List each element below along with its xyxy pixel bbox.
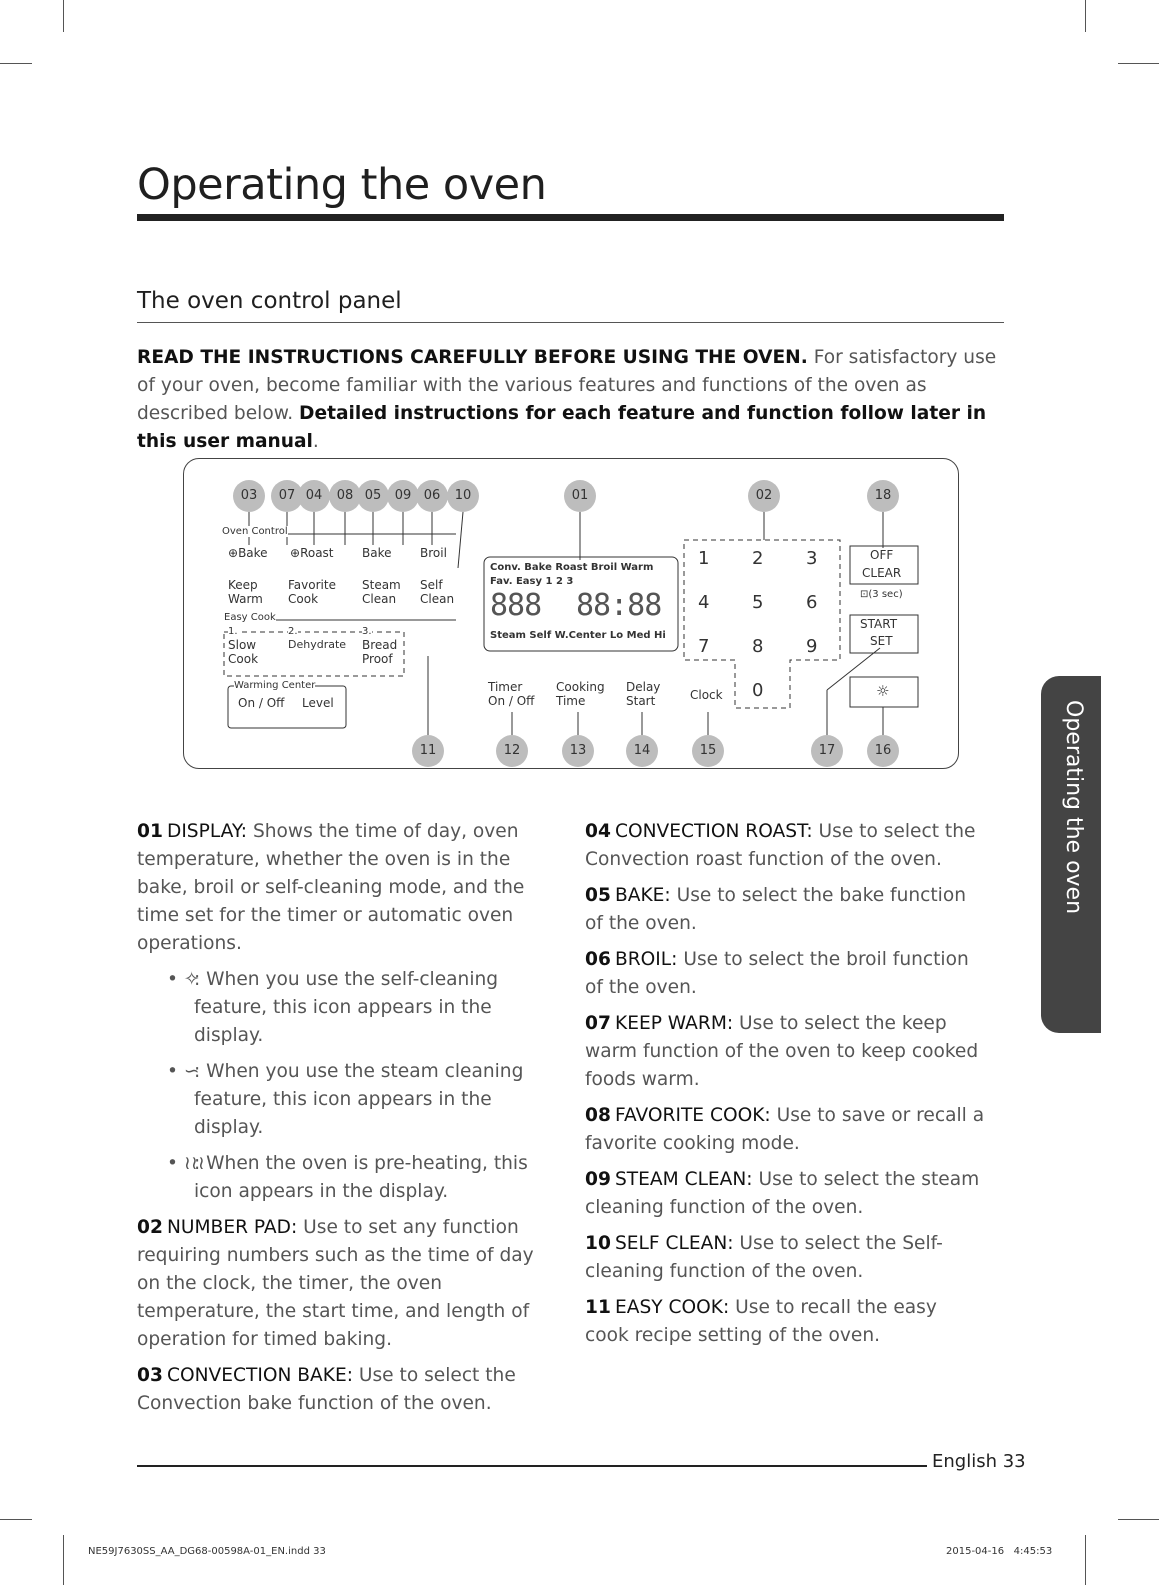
display-status-row: Steam Self W.Center Lo Med Hi [490,630,666,641]
feature-number: 03 [137,1365,163,1386]
callout-03: 03 [233,480,265,512]
cook-label: Cook [288,592,319,606]
key-9[interactable]: 9 [806,636,818,657]
icon-bullet [137,966,537,1050]
callout-14: 14 [626,735,658,767]
feature-text: Use to select the Self-cleaning function of the oven. [585,1233,943,1282]
feature-item [585,1010,985,1094]
feature-label: CONVECTION ROAST: [615,821,813,842]
steam-clean-icon: • ∽ [167,1061,200,1082]
feature-label: EASY COOK: [615,1297,730,1318]
footer-rule [137,1465,927,1467]
key-8[interactable]: 8 [752,636,764,657]
warming-on-off-button[interactable]: On / Off [238,696,285,710]
page-title: Operating the oven [137,160,547,210]
page-number: English 33 [932,1451,1026,1472]
feature-item [585,1230,985,1286]
cook-label: Cook [228,652,259,666]
feature-number: 07 [585,1013,611,1034]
feature-list-left [137,818,537,1426]
section-title: The oven control panel [137,288,402,314]
callout-17: 17 [811,735,843,767]
feature-text: Use to select the Convection bake function of the oven. [137,1365,516,1414]
callout-18: 18 [867,480,899,512]
off-label[interactable]: OFF [870,548,894,562]
broil-button[interactable]: Broil [420,546,447,560]
lock-hint-text: (3 sec) [868,589,903,600]
timer-label: Timer [488,680,523,694]
feature-number: 01 [137,821,163,842]
roast-button[interactable] [290,546,334,560]
print-date: 2015-04-16 4:45:53 [946,1546,1053,1557]
intro-bold-lead: READ THE INSTRUCTIONS CAREFULLY BEFORE USING THE OVEN. [137,347,808,368]
callout-08: 08 [329,480,361,512]
feature-item [585,946,985,1002]
callout-01: 01 [564,480,596,512]
feature-label: SELF CLEAN: [615,1233,734,1254]
warming-level-button[interactable]: Level [302,696,334,710]
feature-text: Use to recall the easy cook recipe setting of the oven. [585,1297,937,1346]
feature-label: FAVORITE COOK: [615,1105,771,1126]
steam-clean-button[interactable] [362,578,401,606]
feature-label: NUMBER PAD: [167,1217,298,1238]
callout-12: 12 [496,735,528,767]
feature-label: BAKE: [615,885,671,906]
set-label[interactable]: SET [870,634,893,648]
clock-button[interactable]: Clock [690,688,723,702]
intro-bold-tail: Detailed instructions for each feature and function follow later in this user manual [137,403,987,452]
keep-warm-button[interactable] [228,578,263,606]
feature-number: 10 [585,1233,611,1254]
preheat-icon: • ≀≀≀ [167,1153,205,1174]
feature-text: Use to save or recall a favorite cooking mode. [585,1105,985,1154]
bread-proof-button[interactable] [362,638,397,666]
key-5[interactable]: 5 [752,592,764,613]
callout-11: 11 [412,735,444,767]
on-off-label: On / Off [488,694,535,708]
delay-label: Delay [626,680,661,694]
feature-item [585,818,985,874]
bullet-text: : When the oven is pre-heating, this icon appears in the display. [194,1153,528,1202]
feature-label: DISPLAY: [167,821,248,842]
lock-hint [860,589,903,600]
cooking-label: Cooking [556,680,605,694]
callout-02: 02 [748,480,780,512]
feature-list-right [585,818,985,1358]
feature-label: BROIL: [615,949,678,970]
intro-text: For satisfactory use of your oven, become familiar with the various features and functions of the oven as described below. [137,347,997,424]
display-time-digits: 88:88 [576,588,662,623]
cooking-time-button[interactable] [556,680,605,708]
easy-cook-label: Easy Cook [224,612,276,623]
steam-label: Steam [362,578,401,592]
start-label: Start [626,694,656,708]
start-label[interactable]: START [860,617,898,631]
feature-text: Use to select the Convection roast function of the oven. [585,821,976,870]
easy-cook-3-label: 3. [362,626,372,637]
feature-number: 11 [585,1297,611,1318]
intro-end: . [312,431,319,452]
feature-label: CONVECTION BAKE: [167,1365,353,1386]
feature-number: 05 [585,885,611,906]
feature-number: 09 [585,1169,611,1190]
favorite-cook-button[interactable] [288,578,336,606]
bullet-text: : When you use the self-cleaning feature, this icon appears in the display. [194,969,499,1046]
feature-text: Use to set any function requiring numbers such as the time of day on the clock, the timer, the oven temperature, the start time, and length of operation for timed baking. [137,1217,534,1350]
feature-item [137,818,537,958]
callout-13: 13 [562,735,594,767]
clean-label: Clean [420,592,455,606]
easy-cook-2-label: 2. [288,626,298,637]
easy-cook-1-label: 1. [228,626,238,637]
callout-04: 04 [298,480,330,512]
timer-on-off-button[interactable] [488,680,534,708]
sparkle-icon: • ✧ [167,969,200,990]
light-icon[interactable]: ☼ [876,682,890,700]
warming-center-label: Warming Center [234,680,316,691]
slow-cook-button[interactable] [228,638,258,666]
key-2[interactable]: 2 [752,548,764,569]
feature-text: Use to select the steam cleaning function of the oven. [585,1169,980,1218]
callout-07: 07 [271,480,303,512]
display-mode-row: Conv. Bake Roast Broil Warm [490,562,654,573]
display-temp-digits: 888 [490,588,542,623]
dehydrate-button[interactable]: Dehydrate [288,638,347,651]
chapter-side-tab [1041,676,1101,1033]
oven-control-label: Oven Control [222,526,288,537]
feature-number: 04 [585,821,611,842]
print-slug: NE59J7630SS_AA_DG68-00598A-01_EN.indd 33 [88,1546,326,1557]
feature-item [585,1166,985,1222]
key-3[interactable]: 3 [806,548,818,569]
warm-label: Warm [228,592,263,606]
callout-15: 15 [692,735,724,767]
feature-item [585,1294,985,1350]
lock-icon: ⊡ [860,589,869,600]
proof-label: Proof [362,652,393,666]
feature-number: 06 [585,949,611,970]
callout-16: 16 [867,735,899,767]
key-4[interactable]: 4 [698,592,710,613]
feature-label: KEEP WARM: [615,1013,734,1034]
key-1[interactable]: 1 [698,548,710,569]
key-7[interactable]: 7 [698,636,710,657]
feature-item [585,882,985,938]
slow-label: Slow [228,638,257,652]
feature-label: STEAM CLEAN: [615,1169,753,1190]
icon-bullet [137,1058,537,1142]
feature-text: Use to select the bake function of the oven. [585,885,967,934]
self-clean-button[interactable] [420,578,454,606]
favorite-label: Favorite [288,578,336,592]
callout-09: 09 [387,480,419,512]
callout-06: 06 [416,480,448,512]
bake-conv-button[interactable] [228,546,268,560]
icon-bullet [137,1150,537,1206]
key-0[interactable]: 0 [752,680,764,701]
feature-item [137,1362,537,1418]
display-fav-row: Fav. Easy 1 2 3 [490,576,574,587]
delay-start-button[interactable] [626,680,660,708]
convection-icon: ⊕ [228,546,239,560]
convection-icon: ⊕ [290,546,301,560]
clear-label[interactable]: CLEAR [862,566,902,580]
feature-number: 08 [585,1105,611,1126]
callout-10: 10 [447,480,479,512]
self-label: Self [420,578,443,592]
feature-number: 02 [137,1217,163,1238]
feature-text: Use to select the keep warm function of the oven to keep cooked foods warm. [585,1013,979,1090]
conv-bake-label: Bake [238,546,268,560]
feature-item [585,1102,985,1158]
clean-label: Clean [362,592,397,606]
time-label: Time [556,694,586,708]
feature-item [137,1214,537,1354]
bake-button[interactable]: Bake [362,546,392,560]
keep-label: Keep [228,578,258,592]
key-6[interactable]: 6 [806,592,818,613]
bread-label: Bread [362,638,398,652]
bullet-text: : When you use the steam cleaning feature, this icon appears in the display. [194,1061,524,1138]
roast-label: Roast [300,546,334,560]
chapter-side-tab-label: Operating the oven [1061,700,1086,915]
feature-text: Use to select the broil function of the oven. [585,949,969,998]
feature-text: Shows the time of day, oven temperature, whether the oven is in the bake, broil or self-cleaning mode, and the time set for the timer or automatic oven operations. [137,821,525,954]
callout-05: 05 [357,480,389,512]
